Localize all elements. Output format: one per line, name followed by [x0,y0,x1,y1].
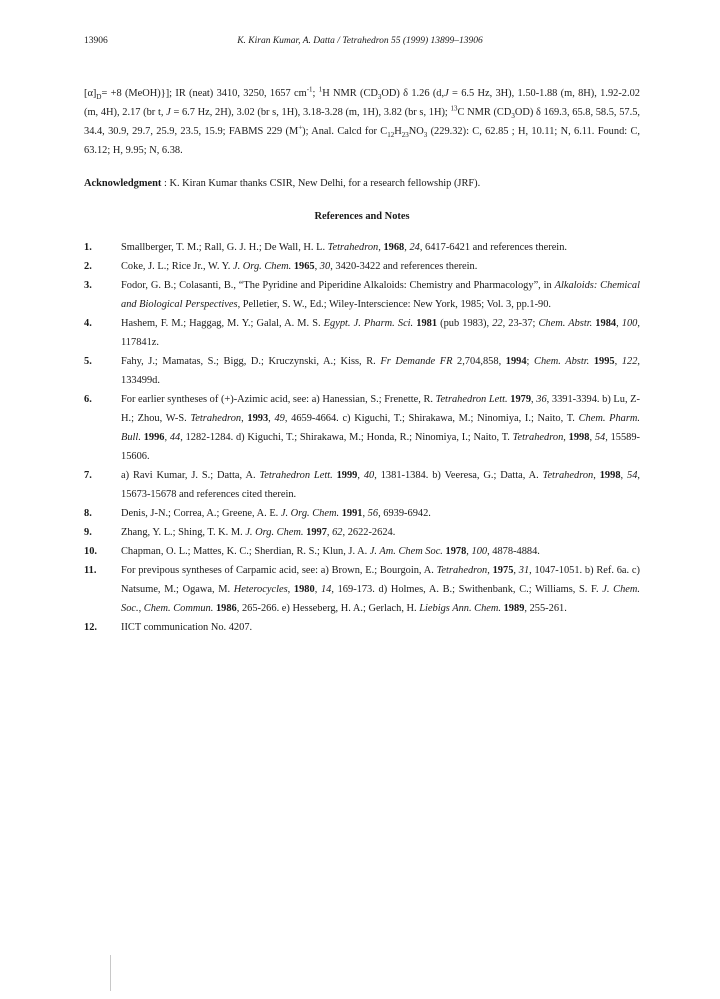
reference-text: Tetrahedron [512,432,564,443]
reference-text: Tetrahedron Lett. [259,470,333,481]
reference-text: , [466,546,472,557]
reference-text: , [616,318,622,329]
reference-text: , [357,470,364,481]
reference-text: , 23-37; [502,318,539,329]
reference-number: 4. [84,318,92,329]
reference-text: , [620,470,627,481]
reference-text: , [268,413,275,424]
reference-text: 1981 [416,318,438,329]
reference-text: 30 [319,261,331,272]
reference-text: 31 [518,565,530,576]
reference-text: 1989 [503,603,525,614]
reference-number: 11. [84,565,97,576]
reference-text: J. Org. Chem. [280,508,340,519]
reference-text: , 3420-3422 and references therein. [330,261,478,272]
reference-text: IICT communication No. 4207. [121,622,253,633]
reference-text: 1998 [568,432,590,443]
reference-text: J. Org. Chem. [233,261,292,272]
reference-number: 10. [84,546,97,557]
reference-text: 1991 [341,508,363,519]
reference-text: 1965 [293,261,315,272]
reference-text: 56 [367,508,379,519]
reference-item [84,390,640,466]
reference-number: 3. [84,280,92,291]
reference-text: 1999 [336,470,358,481]
reference-text: , [314,584,321,595]
reference-text: Heterocycles [233,584,288,595]
reference-text: Fodor, G. B.; Colasanti, B., “The Pyridine and Piperidine Alkaloids: Chemistry and Pharmacology”, in [121,280,555,291]
reference-item [84,561,640,618]
reference-text: , Pelletier, S. W., Ed.; Wiley-Interscience: New York, 1985; Vol. 3, pp.1-90. [237,299,552,310]
reference-text: 1984 [595,318,617,329]
reference-text: Tetrahedron [327,242,379,253]
reference-text: 100 [471,546,488,557]
reference-text: 1994 [505,356,527,367]
reference-text: Smallberger, T. M.; Rall, G. J. H.; De Wall, H. L. [121,242,328,253]
reference-text: , 6939-6942. [378,508,431,519]
reference-text: 1968 [383,242,405,253]
reference-text: Denis, J-N.; Correa, A.; Greene, A. E. [121,508,281,519]
page-header [0,36,720,52]
reference-text: 36 [536,394,547,405]
reference-text: Coke, J. L.; Rice Jr., W. Y. [121,261,233,272]
reference-text: , [614,356,622,367]
reference-text: 1995 [593,356,615,367]
reference-text: , 255-261. [524,603,567,614]
page-content [84,84,640,637]
reference-text: 14 [320,584,332,595]
reference-text: , 1282-1284. d) Kiguchi, T.; Shirakawa, M.; Honda, R.; Ninomiya, I.; Naito, T. [180,432,513,443]
reference-item [84,523,640,542]
reference-text: , [589,432,595,443]
reference-text: , [378,242,384,253]
reference-text: Tetrahedron [542,470,594,481]
reference-text: Tetrahedron Lett. [435,394,508,405]
reference-text: , 1381-1384. b) Veeresa, G.; Datta, A. [374,470,543,481]
reference-text: a) Ravi Kumar, J. S.; Datta, A. [121,470,260,481]
references-list [84,238,640,637]
reference-text: 122 [621,356,638,367]
reference-text: J. Am. Chem Soc. [369,546,443,557]
references-title: References and Notes [314,211,410,222]
reference-item [84,504,640,523]
reference-text: 100 [621,318,638,329]
reference-text: 1996 [143,432,165,443]
reference-item [84,276,640,314]
reference-item [84,542,640,561]
reference-item [84,238,640,257]
reference-text: 40 [363,470,375,481]
reference-text: 1980 [293,584,315,595]
acknowledgment-text: : K. Kiran Kumar thanks CSIR, New Delhi, for a research fellowship (JRF). [161,178,481,189]
reference-text: , [593,470,600,481]
reference-text: , [487,565,493,576]
reference-text: , [531,394,537,405]
reference-text: , 4659-4664. c) Kiguchi, T.; Shirakawa, M.; Ninomiya, I.; Naito, T. [284,413,579,424]
reference-number: 5. [84,356,92,367]
reference-text: , 6417-6421 and references therein. [419,242,567,253]
reference-text: , 15589-15606. [121,432,641,462]
reference-text: 54 [627,470,638,481]
reference-text: 22 [492,318,503,329]
reference-text: 1997 [306,527,327,538]
reference-item [84,352,640,390]
reference-text: Tetrahedron [190,413,242,424]
reference-text: Fr Demande FR [380,356,453,367]
reference-text: , [513,565,519,576]
reference-text: Chem. Abstr. [534,356,590,367]
acknowledgment-heading: Acknowledgment [84,178,162,189]
reference-number: 6. [84,394,92,405]
reference-text: 1975 [492,565,514,576]
reference-text: 1993 [247,413,269,424]
reference-text: J. Chem. Soc., Chem. Commun. [121,584,640,614]
reference-text: Chapman, O. L.; Mattes, K. C.; Sherdian, R. S.; Klun, J. A. [121,546,370,557]
reference-text: 44 [169,432,181,443]
reference-text: , [404,242,410,253]
reference-text: 1979 [510,394,532,405]
reference-text: , [164,432,170,443]
reference-text: (pub 1983), [437,318,493,329]
reference-number: 2. [84,261,92,272]
reference-text: For previpous syntheses of Carpamic acid, see: a) Brown, E.; Bourgoin, A. [121,565,437,576]
reference-text: , 117841z. [121,318,640,348]
reference-number: 9. [84,527,92,538]
reference-text: , 2622-2624. [342,527,396,538]
reference-text: 1978 [445,546,467,557]
reference-text: ; [526,356,535,367]
reference-text: Chem. Pharm. Bull. [121,413,641,443]
reference-text: , [563,432,569,443]
reference-text: 1998 [599,470,621,481]
reference-item [84,618,640,637]
reference-item [84,257,640,276]
reference-text: J. Org. Chem. [245,527,304,538]
characterization-paragraph: $[\alpha]_D= +8$ (MeOH)}]; IR (neat) 3410, 3250, 1657 $cm^{-1}$; $^1$H NMR $(CD_3OD)$ δ 1.26 (d,J = 6.5 Hz, 3H), 1.50-1.88 (m, 8H), 1.92-2.02 (m, 4H), 2.17 (br t, J = 6.7 Hz, 2H), 3.02 (br s, 1H), 3.18-3.28 (m, 1H), 3.82 (br s, 1H); $^{13}$C NMR $(CD_3OD)$ δ 169.3, 65.8, 58.5, 57.5, 34.4, 30.9, 29.7, 25.9, 23.5, 15.9; FABMS 229 (M+); Anal. Calcd for $C_{12}H_{23}NO_3$ (229.32): C, 62.85 ; H, 10.11; N, 6.11. Found: C, 63.12; H, 9.95; N, 6.38. [84,85,640,156]
reference-text: 1986 [215,603,237,614]
reference-item [84,466,640,504]
reference-text: , [241,413,248,424]
reference-text: , 169-173. d) Holmes, A. B.; Swithenbank, C.; Williams, S. F. [331,584,603,595]
reference-number: 12. [84,622,97,633]
reference-text: , 15673-15678 and references cited therein. [121,470,640,500]
reference-text: Zhang, Y. L.; Shing, T. K. M. [121,527,246,538]
reference-text: 54 [594,432,606,443]
reference-text: , 133499d. [121,356,640,386]
reference-text: Tetrahedron [436,565,488,576]
reference-number: 8. [84,508,92,519]
running-head: K. Kiran Kumar, A. Datta / Tetrahedron 55 (1999) 13899–13906 [237,36,483,46]
reference-text: 24 [409,242,420,253]
reference-number: 1. [84,242,92,253]
reference-text: 62 [332,527,343,538]
reference-text: Alkaloids: Chemical and Biological Perspectives [121,280,640,310]
reference-item [84,314,640,352]
reference-text: Hashem, F. M.; Haggag, M. Y.; Galal, A. M. S. [121,318,324,329]
reference-text: , [326,527,333,538]
margin-rule [110,955,111,991]
reference-text: 49 [274,413,285,424]
reference-text: , 265-266. e) Hesseberg, H. A.; Gerlach, H. [236,603,420,614]
page-number: 13906 [84,36,108,46]
reference-text: Chem. Abstr. [538,318,593,329]
reference-text: 2,704,858, [452,356,506,367]
reference-text: Egypt. J. Pharm. Sci. [323,318,414,329]
acknowledgment [84,174,640,193]
reference-text: , [362,508,368,519]
reference-number: 7. [84,470,92,481]
reference-text: Liebigs Ann. Chem. [419,603,501,614]
reference-text: For earlier syntheses of (+)-Azimic acid, see: a) Hanessian, S.; Frenette, R. [121,394,436,405]
reference-text: , [287,584,294,595]
reference-text: , 4878-4884. [487,546,540,557]
reference-text: , 1047-1051. b) Ref. 6a. c) Natsume, M.; Ogawa, M. [121,565,640,595]
reference-text: , 3391-3394. b) Lu, Z-H.; Zhou, W-S. [121,394,640,424]
reference-text: Fahy, J.; Mamatas, S.; Bigg, D.; Kruczynski, A.; Kiss, R. [121,356,381,367]
reference-text: , [314,261,320,272]
